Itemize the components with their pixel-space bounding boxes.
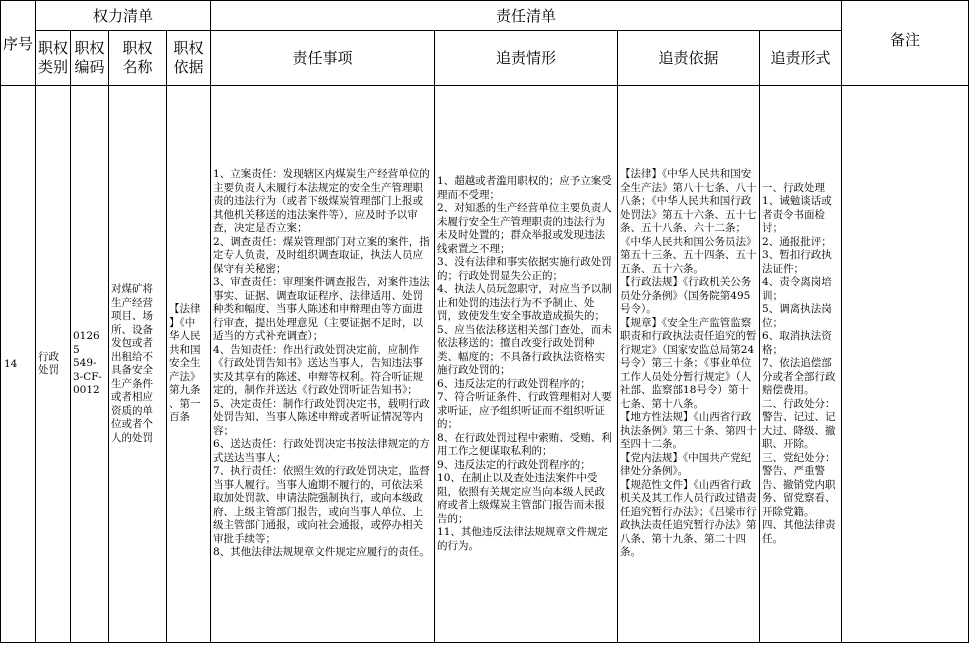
row-resp-items: 1、立案责任：发现辖区内煤炭生产经营单位的主要负责人未履行本法规定的安全生产管理职责的违法行为（或者下级煤炭管理部门上报或其他机关移送的违法案件等），应及时予以审查，决定是否立案； 2、调查责任：煤炭管理部门对立案的案件，指定专人负责，及时组织调查取证，执法人员应保守有关秘密； 3、审查责任：审理案件调查报告，对案件违法事实、证据、调查取证程序、法律适用、处罚种类和幅度、当事人陈述和申辩理由等方面进行审查，提出处理意见（主要证据不足时，以适当的方式补充调查）； 4、告知责任：作出行政处罚决定前，应制作《行政处罚告知书》送达当事人，告知违法事实及其享有的陈述、申辩等权利。符合听证规定的，制作并送达《行政处罚听证告知书》； 5、决定责任：制作行政处罚决定书，载明行政处罚告知、当事人陈述申辩或者听证情况等内容； 6、送达责任：行政处罚决定书按法律规定的方式送达当事人； 7、执行责任：依照生效的行政处罚决定，监督当事人履行。当事人逾期不履行的，可依法采取加处罚款、申请法院强制执行，或向本级政府、上级主管部门报告，或向当事人单位、上级主管部门通报，或向社会通报，或停办相关审批手续等； 8、其他法律法规规章文件规定应履行的责任。 xyxy=(211,86,435,643)
row-name: 对煤矿将 生产经营 项目、场 所、设备 发包或者 出租给不 具备安全 生产条件 或者相应 资质的单 位或者个 人的处罚 xyxy=(109,86,167,643)
row-code: 01265 549- 3-CF- 0012 xyxy=(71,86,109,643)
seq-header: 序号 xyxy=(1,1,36,86)
resp-list-header: 责任清单 xyxy=(211,1,842,31)
name-header: 职权 名称 xyxy=(109,31,167,86)
accountability-header: 追责情形 xyxy=(435,31,618,86)
note-header: 备注 xyxy=(842,1,969,86)
row-accountability: 1、超越或者滥用职权的；应予立案受理而不受理； 2、对知悉的生产经营单位主要负责人未履行安全生产管理职责的违法行为未及时处置的；群众举报或发现违法线索置之不理； 3、没有法律和事实依据实施行政处罚的；行政处罚显失公正的； 4、执法人员玩忽职守，对应当予以制止和处罚的违法行为不予制止、处罚，致使发生安全事故造成损失的； 5、应当依法移送相关部门查处，而未依法移送的；擅自改变行政处罚种类、幅度的；不具备行政执法资格实施行政处罚的； 6、违反法定的行政处罚程序的； 7、符合听证条件、行政管理相对人要求听证，应予组织听证而不组织听证的； 8、在行政处罚过程中索贿、受贿、利用工作之便谋取私利的； 9、违反法定的行政处罚程序的； 10、在制止以及查处违法案件中受阻，依照有关规定应当向本级人民政府或者上级煤炭主管部门报告而未报告的； 11、其他违反法律法规规章文件规定的行为。 xyxy=(435,86,618,643)
row-acc-form: 一、行政处理 1、诫勉谈话或者责令书面检讨； 2、通报批评； 3、暂扣行政执法证件； 4、责令离岗培训； 5、调离执法岗位； 6、取消执法资格； 7、依法追偿部分或者全部行政赔偿费用。 二、行政处分：警告、记过、记大过、降级、撤职、开除。 三、党纪处分：警告、严重警告、撤销党内职务、留党察看、开除党籍。 四、其他法律责任。 xyxy=(760,86,842,643)
resp-items-header: 责任事项 xyxy=(211,31,435,86)
code-header: 职权 编码 xyxy=(71,31,109,86)
row-basis: 【法律 】《中 华人民 共和国 安全生 产法》 第九条 、第一 百条 xyxy=(167,86,211,643)
row-seq: 14 xyxy=(1,86,36,643)
power-list-header: 权力清单 xyxy=(36,1,211,31)
row-category: 行政 处罚 xyxy=(36,86,71,643)
row-acc-basis: 【法律】《中华人民共和国安全生产法》第八十七条、八十八条；《中华人民共和国行政处罚法》第五十六条、五十七条、五十八条、六十二条；《中华人民共和国公务员法》第五十三条、五十四条、五十五条、五十六条。 【行政法规】《行政机关公务员处分条例》（国务院第495号令）。 【规章】《安全生产监管监察职责和行政执法责任追究的暂行规定》（国家安监总局第24号令）第三十条；《事业单位工作人员处分暂行规定》（人社部、监察部18号令）第十七条、第十八条。 【地方性法规】《山西省行政执法条例》第三十条、第四十至四十二条。 【党内法规】《中国共产党纪律处分条例》。 【规范性文件】《山西省行政机关及其工作人员行政过错责任追究暂行办法》；《吕梁市行政执法责任追究暂行办法》第八条、第十九条、第二十四条。 xyxy=(618,86,760,643)
basis-header: 职权 依据 xyxy=(167,31,211,86)
table-row xyxy=(1,86,969,643)
acc-basis-header: 追责依据 xyxy=(618,31,760,86)
row-note xyxy=(842,86,969,643)
category-header: 职权 类别 xyxy=(36,31,71,86)
acc-form-header: 追责形式 xyxy=(760,31,842,86)
